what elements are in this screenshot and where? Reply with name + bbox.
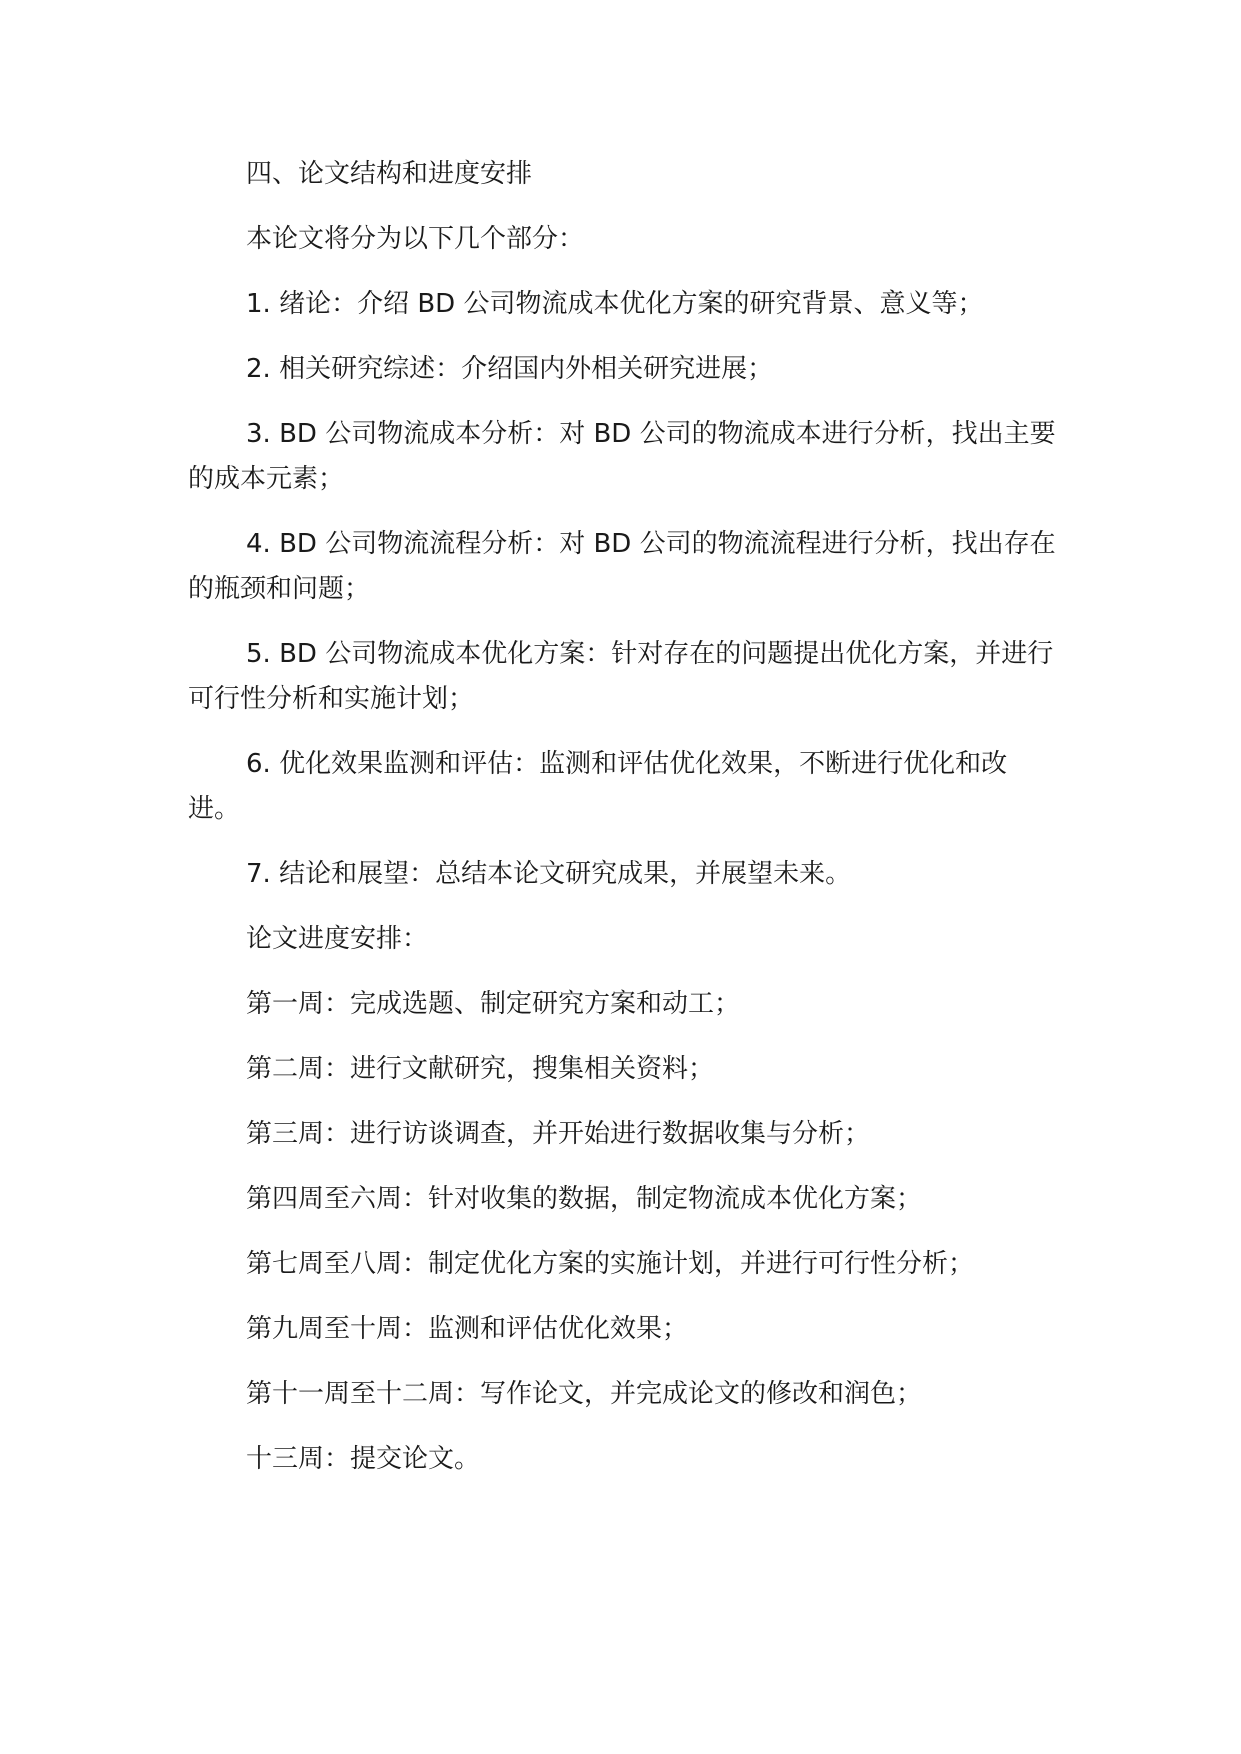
structure-item-1: 1. 绪论：介绍 BD 公司物流成本优化方案的研究背景、意义等； [246, 289, 984, 319]
structure-item-3: 3. BD 公司物流成本分析：对 BD 公司的物流成本进行分析，找出主要的成本元素； [188, 419, 1056, 494]
schedule-item: 第三周：进行访谈调查，并开始进行数据收集与分析； [246, 1119, 871, 1149]
schedule-heading: 论文进度安排： [246, 924, 429, 954]
intro-paragraph: 本论文将分为以下几个部分： [246, 224, 585, 254]
schedule-item: 十三周：提交论文。 [246, 1444, 481, 1474]
schedule-item: 第七周至八周：制定优化方案的实施计划，并进行可行性分析； [246, 1249, 975, 1279]
schedule-item: 第九周至十周：监测和评估优化效果； [246, 1314, 689, 1344]
structure-item-6: 6. 优化效果监测和评估：监测和评估优化效果，不断进行优化和改进。 [188, 749, 1008, 824]
schedule-item: 第四周至六周：针对收集的数据，制定物流成本优化方案； [246, 1184, 923, 1214]
schedule-item: 第一周：完成选题、制定研究方案和动工； [246, 989, 741, 1019]
schedule-item: 第十一周至十二周：写作论文，并完成论文的修改和润色； [246, 1379, 923, 1409]
structure-item-5: 5. BD 公司物流成本优化方案：针对存在的问题提出优化方案，并进行可行性分析和实施计划； [188, 639, 1054, 714]
schedule-item: 第二周：进行文献研究，搜集相关资料； [246, 1054, 715, 1084]
structure-item-2: 2. 相关研究综述：介绍国内外相关研究进展； [246, 354, 774, 384]
document-body [188, 152, 1058, 1502]
structure-item-4: 4. BD 公司物流流程分析：对 BD 公司的物流流程进行分析，找出存在的瓶颈和问题； [188, 529, 1056, 604]
structure-item-7: 7. 结论和展望：总结本论文研究成果，并展望未来。 [246, 859, 852, 889]
section-heading: 四、论文结构和进度安排 [246, 159, 533, 189]
